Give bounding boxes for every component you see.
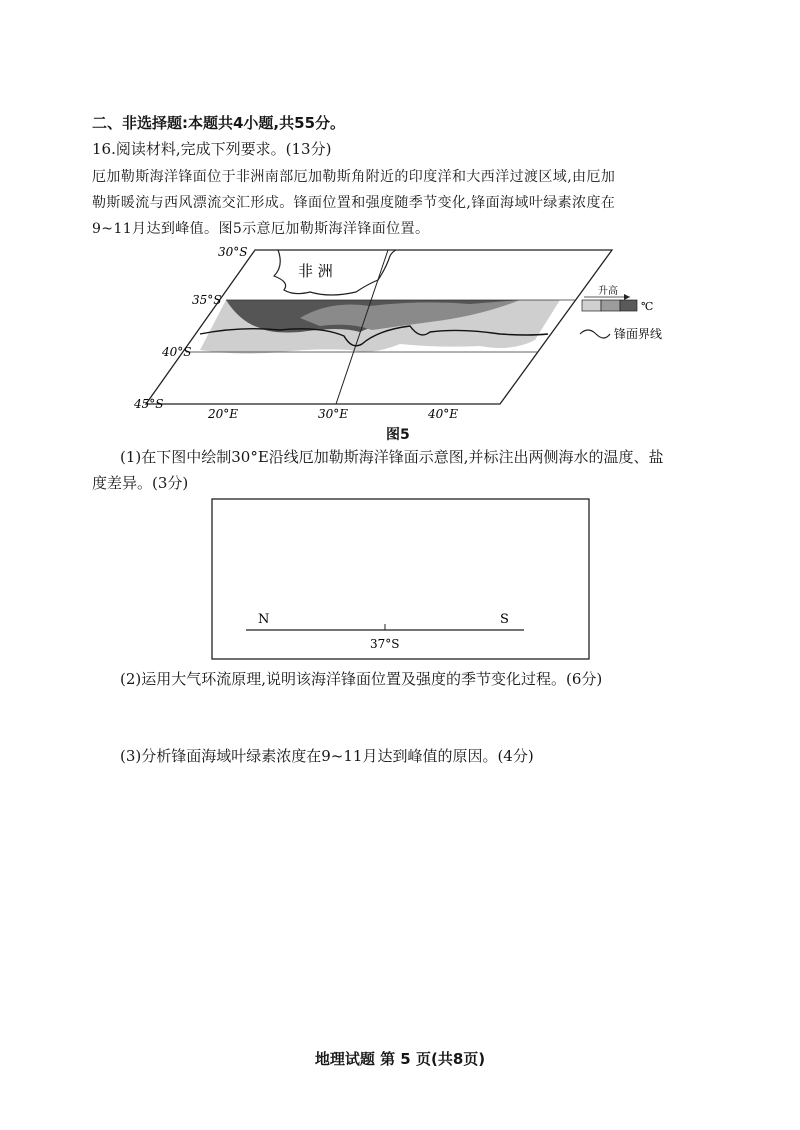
paragraph-line-1: 厄加勒斯海洋锋面位于非洲南部厄加勒斯角附近的印度洋和大西洋过渡区域,由厄加: [92, 169, 616, 185]
lat-label-40: 40°S: [162, 345, 192, 359]
legend-gradient-label: 升高: [598, 286, 618, 297]
lon-label-30: 30°E: [318, 407, 349, 421]
sub-question-2: (2)运用大气环流原理,说明该海洋锋面位置及强度的季节变化过程。(6分): [120, 670, 603, 688]
question-heading: 16.阅读材料,完成下列要求。(13分): [92, 140, 332, 158]
continent-label: 非 洲: [298, 262, 333, 280]
legend-swatch-low: [582, 300, 601, 311]
legend-front-line-label: 锋面界线: [614, 327, 663, 341]
legend-swatch-mid: [601, 300, 620, 311]
figure-caption: 图5: [386, 427, 410, 443]
figure-5-map: [0, 238, 800, 438]
lat-label-35: 35°S: [192, 293, 222, 307]
center-latitude-label: 37°S: [370, 637, 400, 651]
section-title: 二、非选择题:本题共4小题,共55分。: [92, 114, 346, 132]
sub-question-1-line-2: 度差异。(3分): [92, 474, 189, 492]
sub-question-3: (3)分析锋面海域叶绿素浓度在9~11月达到峰值的原因。(4分): [120, 747, 534, 765]
lat-label-45: 45°S: [134, 397, 164, 411]
legend-swatch-high: [620, 300, 637, 311]
lat-label-30: 30°S: [218, 245, 248, 259]
page-footer: 地理试题 第 5 页(共8页): [314, 1050, 486, 1068]
north-label: N: [258, 612, 270, 627]
legend-arrowhead: [624, 294, 630, 300]
paragraph-line-2: 勒斯暖流与西风漂流交汇形成。锋面位置和强度随季节变化,锋面海域叶绿素浓度在: [92, 195, 616, 211]
legend-front-line-sample: [580, 330, 610, 338]
answer-box-frame: [212, 499, 589, 659]
answer-drawing-box[interactable]: [0, 494, 800, 664]
africa-coastline: [274, 250, 396, 295]
south-label: S: [500, 612, 509, 627]
sub-question-1-line-1: (1)在下图中绘制30°E沿线厄加勒斯海洋锋面示意图,并标注出两侧海水的温度、盐: [120, 448, 664, 466]
legend-unit: ℃: [641, 300, 654, 313]
lon-label-20: 20°E: [208, 407, 239, 421]
paragraph-line-3: 9~11月达到峰值。图5示意厄加勒斯海洋锋面位置。: [92, 221, 430, 237]
lon-label-40: 40°E: [428, 407, 459, 421]
